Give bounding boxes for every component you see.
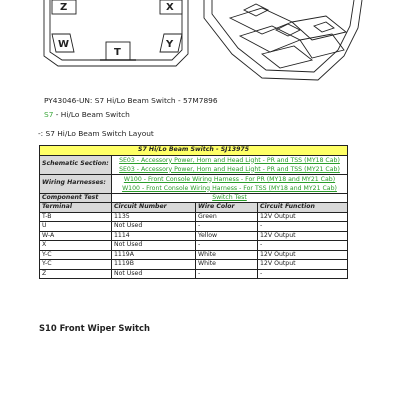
- terminal-cell: X: [40, 241, 112, 251]
- table-title: S7 Hi/Lo Beam Switch - SJ13975: [40, 146, 348, 156]
- terminal-cell: U: [40, 222, 112, 232]
- circuit-function-cell: 12V Output: [258, 260, 348, 270]
- column-header-terminal: Terminal: [40, 203, 112, 213]
- table-row: [40, 269, 348, 279]
- wire-color-cell: -: [196, 241, 258, 251]
- table-row: [40, 231, 348, 241]
- wire-color-cell: -: [196, 269, 258, 279]
- connector-isometric-view: [204, 0, 362, 80]
- wire-color-cell: Green: [196, 212, 258, 222]
- circuit-function-cell: -: [258, 269, 348, 279]
- terminal-x-label: X: [166, 2, 174, 13]
- item-text: - Hi/Lo Beam Switch: [53, 110, 130, 119]
- connector-diagram: [0, 0, 400, 86]
- wire-color-cell: Yellow: [196, 231, 258, 241]
- terminal-cell: Y-C: [40, 260, 112, 270]
- circuit-function-cell: -: [258, 222, 348, 232]
- circuit-number-cell: 1119B: [112, 260, 196, 270]
- item-code[interactable]: S7: [44, 110, 54, 119]
- wire-color-cell: -: [196, 222, 258, 232]
- circuit-function-cell: 12V Output: [258, 231, 348, 241]
- circuit-number-cell: Not Used: [112, 222, 196, 232]
- column-header-wire-color: Wire Color: [196, 203, 258, 213]
- circuit-function-cell: 12V Output: [258, 212, 348, 222]
- harness-link[interactable]: W100 - Front Console Wiring Harness - For TSS (MY18 and MY21 Cab): [122, 184, 337, 192]
- table-row: [40, 212, 348, 222]
- harness-link[interactable]: W100 - Front Console Wiring Harness - For PR (MY18 and MY21 Cab): [123, 175, 336, 183]
- schematic-link[interactable]: SE03 - Accessory Power, Horn and Head Light - PR and TSS (MY18 Cab): [119, 156, 340, 164]
- wiring-harnesses-label: Wiring Harnesses:: [40, 174, 112, 193]
- table-row: [40, 241, 348, 251]
- circuit-number-cell: 1114: [112, 231, 196, 241]
- terminal-w-label: W: [58, 39, 70, 50]
- circuit-number-cell: 1119A: [112, 250, 196, 260]
- switch-spec-table: [39, 145, 348, 279]
- terminal-t-label: T: [114, 47, 121, 58]
- column-header-circuit-function: Circuit Function: [258, 203, 348, 213]
- terminal-cell: W-A: [40, 231, 112, 241]
- table-row: [40, 260, 348, 270]
- column-header-circuit-number: Circuit Number: [112, 203, 196, 213]
- wiring-harness-links: [112, 174, 348, 193]
- terminal-z-label: Z: [60, 2, 68, 13]
- circuit-number-cell: 1135: [112, 212, 196, 222]
- circuit-function-cell: 12V Output: [258, 250, 348, 260]
- circuit-number-cell: Not Used: [112, 269, 196, 279]
- terminal-cell: T-B: [40, 212, 112, 222]
- wire-color-cell: White: [196, 260, 258, 270]
- next-section-heading: S10 Front Wiper Switch: [39, 323, 150, 333]
- schematic-section-label: Schematic Section:: [40, 155, 112, 174]
- table-row: [40, 222, 348, 232]
- circuit-number-cell: Not Used: [112, 241, 196, 251]
- terminal-y-label: Y: [166, 39, 174, 50]
- table-row: [40, 250, 348, 260]
- terminal-cell: Y-C: [40, 250, 112, 260]
- component-test-label: Component Test: [40, 193, 112, 203]
- figure-item-caption: [44, 110, 130, 119]
- schematic-link[interactable]: SE03 - Accessory Power, Horn and Head Light - PR and TSS (MY21 Cab): [119, 165, 340, 173]
- wire-color-cell: White: [196, 250, 258, 260]
- switch-test-link[interactable]: Switch Test: [112, 193, 348, 203]
- layout-caption: -: S7 Hi/Lo Beam Switch Layout: [38, 129, 154, 138]
- figure-code-caption: PY43046-UN: S7 Hi/Lo Beam Switch - 57M7896: [44, 96, 218, 105]
- schematic-section-links: [112, 155, 348, 174]
- terminal-cell: Z: [40, 269, 112, 279]
- circuit-function-cell: -: [258, 241, 348, 251]
